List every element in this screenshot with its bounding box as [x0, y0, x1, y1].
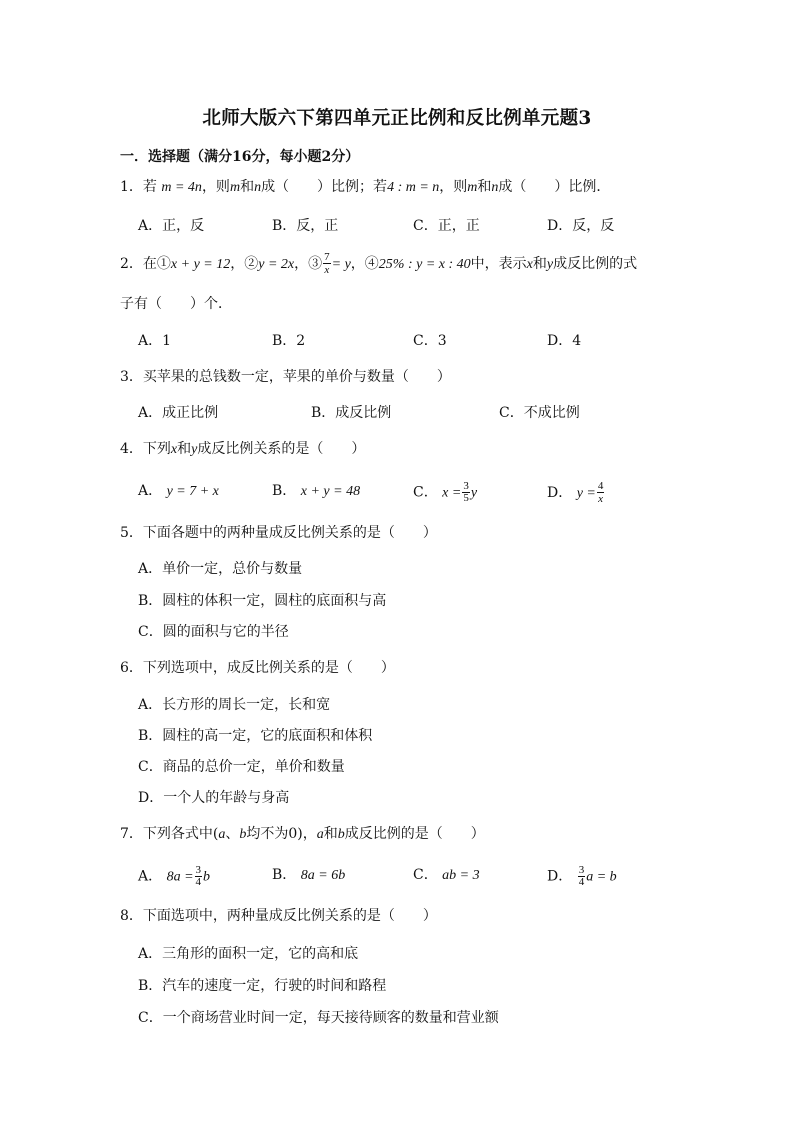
q3-option-b[interactable]: B．成反比例 [311, 405, 392, 421]
fraction-3-over-5: $\frac{3}{5}$ [463, 480, 469, 504]
q2-option-b[interactable]: B．2 [272, 333, 306, 349]
q5-option-c[interactable]: C．圆的面积与它的半径 [138, 624, 289, 640]
q6-option-c[interactable]: C．商品的总价一定，单价和数量 [138, 759, 345, 775]
page-title: 北师大版六下第四单元正比例和反比例单元题3 [202, 108, 592, 129]
q8-option-a[interactable]: A．三角形的面积一定，它的高和底 [138, 946, 359, 962]
q2-option-c[interactable]: C．3 [413, 333, 447, 349]
fraction-4-over-x: $\frac{4}{x}$ [597, 480, 604, 505]
q2-option-a[interactable]: A．1 [138, 333, 172, 349]
question-2: 2．在①x + y = 12，②y = 2x，③ $\frac{7}{x}$ = y，④25% : y = x : 40中，表示x和y成反比例的式 [120, 251, 638, 276]
q4-option-d[interactable]: D． y = $\frac{4}{x}$ [547, 480, 604, 505]
question-1: 1．若 m = 4n，则m和n成（ ）比例；若4 : m = n，则m和n成（ ）比例． [120, 179, 611, 195]
question-7: 7．下列各式中(a、b均不为0)，a和b成反比例的是（ ） [120, 826, 485, 842]
fraction-7-over-x: $\frac{7}{x}$ [324, 251, 330, 276]
q6-option-a[interactable]: A．长方形的周长一定，长和宽 [138, 697, 331, 713]
question-6: 6．下列选项中，成反比例关系的是（ ） [120, 660, 395, 676]
q4-option-a[interactable]: A． y = 7 + x [138, 483, 219, 499]
q3-option-c[interactable]: C．不成比例 [499, 405, 580, 421]
question-2-line-2: 子有（ ）个． [120, 296, 232, 312]
question-5: 5．下面各题中的两种量成反比例关系的是（ ） [120, 525, 437, 541]
q5-option-b[interactable]: B．圆柱的体积一定，圆柱的底面积与高 [138, 593, 387, 609]
question-4: 4．下列x和y成反比例关系的是（ ） [120, 441, 366, 457]
q7-option-a[interactable]: A． 8a = $\frac{3}{4}$ b [138, 864, 211, 888]
q4-option-b[interactable]: B． x + y = 48 [272, 483, 361, 499]
question-8: 8．下面选项中，两种量成反比例关系的是（ ） [120, 908, 437, 924]
q3-option-a[interactable]: A．成正比例 [138, 405, 219, 421]
question-3: 3．买苹果的总钱数一定，苹果的单价与数量（ ） [120, 369, 451, 385]
fraction-3-over-4: $\frac{3}{4}$ [195, 864, 202, 888]
q7-option-d[interactable]: D． $\frac{3}{4}$ a = b [547, 864, 617, 888]
q7-option-c[interactable]: C． ab = 3 [413, 867, 480, 883]
q6-option-d[interactable]: D．一个人的年龄与身高 [138, 790, 290, 806]
q1-option-c[interactable]: C．正，正 [413, 218, 480, 234]
q1-option-a[interactable]: A．正，反 [138, 218, 205, 234]
q1-option-d[interactable]: D．反，反 [547, 218, 615, 234]
q1-option-b[interactable]: B．反，正 [272, 218, 339, 234]
q4-option-c[interactable]: C． x = $\frac{3}{5}$ y [413, 480, 478, 504]
q8-option-c[interactable]: C．一个商场营业时间一定，每天接待顾客的数量和营业额 [138, 1010, 499, 1026]
fraction-3-over-4-d: $\frac{3}{4}$ [578, 864, 585, 888]
q6-option-b[interactable]: B．圆柱的高一定，它的底面积和体积 [138, 728, 373, 744]
q8-option-b[interactable]: B．汽车的速度一定，行驶的时间和路程 [138, 978, 387, 994]
q7-option-b[interactable]: B． 8a = 6b [272, 867, 346, 883]
q2-option-d[interactable]: D．4 [547, 333, 582, 349]
section-heading: 一．选择题（满分16分，每小题2分） [120, 149, 360, 165]
q5-option-a[interactable]: A．单价一定，总价与数量 [138, 561, 303, 577]
